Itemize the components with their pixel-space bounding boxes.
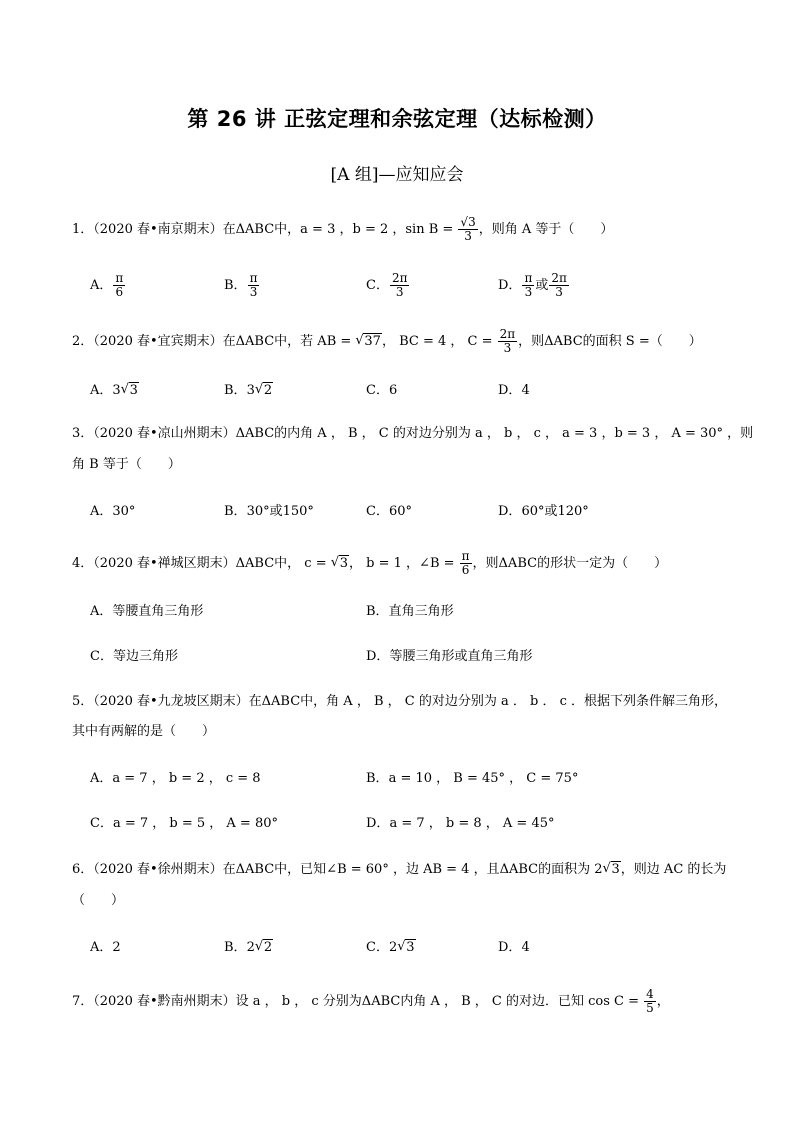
q1-option-c[interactable]: [366, 272, 410, 299]
q6-d-text: 4: [521, 940, 530, 955]
q5-option-a[interactable]: [90, 769, 261, 789]
q4-stem-tail: ，则ΔABC的形状一定为（ ）: [472, 556, 668, 571]
question-5-line2: 其中有两解的是（ ）: [72, 724, 216, 739]
q3-d-text: 60°或120°: [521, 504, 589, 519]
q5-d-text: a = 7 ， b = 8 ， A = 45°: [389, 816, 555, 831]
q2-a-root: 3: [129, 383, 138, 398]
q3-d-label: D．: [498, 504, 522, 519]
q4-option-b[interactable]: [366, 602, 454, 622]
q4-b-text: 直角三角形: [388, 604, 454, 619]
q2-frac-den: 3: [503, 341, 512, 355]
question-3-line1: 3．（2020 春•凉山州期末）ΔABC的内角 A ， B ， C 的对边分别为 a ， b ， c ， a = 3 ，b = 3 ， A = 30° ，则: [72, 426, 754, 441]
q2-c-label: C．: [366, 383, 389, 398]
q6-c-coef: 2: [388, 940, 398, 955]
q4-option-c[interactable]: [90, 647, 178, 667]
q1-a-label: A．: [90, 278, 113, 293]
q1-fraction: [458, 216, 477, 243]
q1-frac-num: √3: [460, 215, 476, 229]
q3-a-label: A．: [90, 504, 113, 519]
page-title: 第 26 讲 正弦定理和余弦定理（达标检测）: [187, 107, 607, 131]
q6-option-b[interactable]: [224, 938, 273, 958]
q4-option-a[interactable]: [90, 602, 203, 622]
q3-option-c[interactable]: [366, 502, 412, 522]
q6-sqrt-val: 3: [611, 862, 620, 877]
q2-option-a[interactable]: [90, 381, 139, 401]
q2-b-label: B．: [224, 383, 247, 398]
q4-a-label: A．: [90, 604, 113, 619]
q2-b-root: 2: [263, 383, 273, 398]
q1-a-num: π: [115, 271, 124, 285]
q7-stem-text: 7．（2020 春•黔南州期末）设 a ， b ， c 分别为ΔABC内角 A ， B ， C 的对边．已知 cos C =: [72, 994, 644, 1009]
q4-frac-den: 6: [461, 563, 470, 577]
q5-option-c[interactable]: [90, 814, 278, 834]
q2-d-label: D．: [498, 383, 522, 398]
q1-option-a[interactable]: [90, 272, 126, 299]
q6-c-root: 3: [406, 940, 415, 955]
q1-option-d[interactable]: [498, 272, 570, 299]
q1-d-num: π: [524, 271, 533, 285]
q2-c-text: 6: [388, 383, 398, 398]
question-7: [72, 988, 670, 1015]
q2-option-b[interactable]: [224, 381, 273, 401]
q3-b-text: 30°或150°: [246, 504, 314, 519]
q2-frac-num: 2π: [499, 327, 516, 341]
q7-frac-num: 4: [646, 987, 654, 1001]
q4-c-text: 等边三角形: [112, 649, 178, 664]
q2-stem-tail: ，则ΔABC的面积 S =（ ）: [518, 334, 702, 349]
q1-c-den: 3: [395, 285, 404, 299]
q1-d-or: 或: [535, 278, 549, 293]
q3-option-a[interactable]: [90, 502, 135, 522]
q3-option-b[interactable]: [224, 502, 314, 522]
q2-a-label: A．: [90, 383, 113, 398]
q2-d-text: 4: [521, 383, 530, 398]
q6-option-a[interactable]: [90, 938, 121, 958]
q6-a-label: A．: [90, 940, 113, 955]
question-6-line2: （ ）: [72, 893, 125, 908]
q2-stem-text: 2．（2020 春•宜宾期末）在ΔABC中，若 AB =: [72, 334, 356, 349]
q4-frac-num: π: [461, 549, 470, 563]
q7-frac-den: 5: [646, 1001, 654, 1015]
q2-b-coef: 3: [246, 383, 255, 398]
q3-b-label: B．: [224, 504, 247, 519]
q3-option-d[interactable]: [498, 502, 589, 522]
q2-stem-mid: ， BC = 4 ， C =: [381, 334, 497, 349]
q1-d-label: D．: [498, 278, 522, 293]
q7-stem-tail: ，: [656, 994, 670, 1009]
q6-d-label: D．: [498, 940, 522, 955]
question-3-line2: 角 B 等于（ ）: [72, 457, 181, 472]
q1-stem-tail: ，则角 A 等于（ ）: [478, 222, 614, 237]
q1-d-num2: 2π: [551, 271, 567, 285]
q2-option-c[interactable]: [366, 381, 397, 401]
question-5-line1: 5．（2020 春•九龙坡区期末）在ΔABC中，角 A ， B ， C 的对边分别为 a ． b ． c ．根据下列条件解三角形，: [72, 694, 728, 709]
q6-b-coef: 2: [246, 940, 255, 955]
q5-c-text: a = 7 ， b = 5 ， A = 80°: [112, 816, 278, 831]
q1-c-num: 2π: [391, 271, 408, 285]
question-2: [72, 328, 702, 355]
q6-a-text: 2: [112, 940, 121, 955]
q4-b-label: B．: [366, 604, 389, 619]
q1-frac-den: 3: [464, 229, 472, 243]
q6-option-d[interactable]: [498, 938, 530, 958]
q1-b-num: π: [249, 271, 258, 285]
q3-c-label: C．: [366, 504, 389, 519]
q5-a-label: A．: [90, 771, 113, 786]
q2-sqrt: [355, 332, 382, 352]
q5-c-label: C．: [90, 816, 113, 831]
q4-d-label: D．: [366, 649, 390, 664]
q4-d-text: 等腰三角形或直角三角形: [389, 649, 533, 664]
q6-stem-tail: ，则边 AC 的长为: [620, 862, 727, 877]
q4-stem-text: 4．（2020 春•禅城区期末）ΔABC中， c =: [72, 556, 331, 571]
q1-stem-text: 1．（2020 春•南京期末）在ΔABC中，a = 3 ，b = 2 ，sin B =: [72, 222, 458, 237]
q1-d-den: 3: [524, 285, 533, 299]
q1-option-b[interactable]: [224, 272, 260, 299]
group-heading: [A 组]—应知应会: [330, 165, 464, 185]
question-6-line1: [72, 860, 726, 880]
question-4: [72, 550, 667, 577]
q1-b-den: 3: [249, 285, 258, 299]
q6-b-root: 2: [263, 940, 273, 955]
q1-b-label: B．: [224, 278, 247, 293]
q2-a-coef: 3: [112, 383, 121, 398]
q1-c-label: C．: [366, 278, 389, 293]
q4-option-d[interactable]: [366, 647, 532, 667]
q5-option-b[interactable]: [366, 769, 578, 789]
q4-sqrt-val: 3: [339, 556, 349, 571]
q6-stem-text: 6．（2020 春•徐州期末）在ΔABC中，已知∠B = 60° ，边 AB = 4 ，且ΔABC的面积为 2: [72, 862, 603, 877]
q3-a-text: 30°: [112, 504, 136, 519]
q1-a-den: 6: [115, 285, 124, 299]
q1-d-den2: 3: [555, 285, 563, 299]
q6-b-label: B．: [224, 940, 247, 955]
q2-sqrt-val: 37: [364, 334, 381, 349]
q5-b-text: a = 10 ， B = 45° ， C = 75°: [388, 771, 579, 786]
q3-c-text: 60°: [388, 504, 412, 519]
q4-c-label: C．: [90, 649, 113, 664]
q4-a-text: 等腰直角三角形: [112, 604, 204, 619]
q5-b-label: B．: [366, 771, 389, 786]
q2-option-d[interactable]: [498, 381, 530, 401]
q5-option-d[interactable]: [366, 814, 554, 834]
q4-stem-mid: ， b = 1 ，∠B =: [349, 556, 459, 571]
q6-c-label: C．: [366, 940, 389, 955]
q6-option-c[interactable]: [366, 938, 416, 958]
q5-d-label: D．: [366, 816, 390, 831]
question-1: [72, 216, 613, 243]
q5-a-text: a = 7 ， b = 2 ， c = 8: [112, 771, 261, 786]
